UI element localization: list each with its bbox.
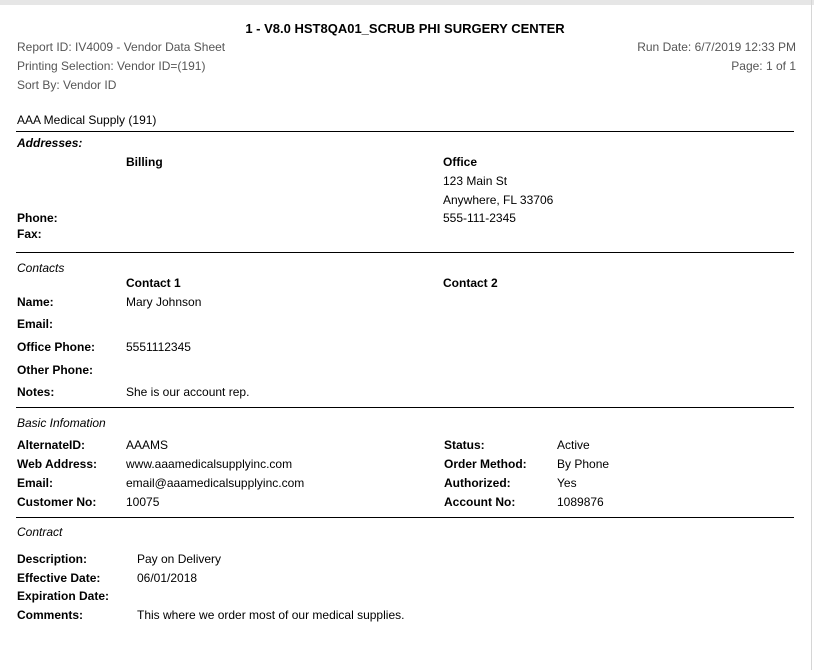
account-no-value: 1089876 <box>557 495 604 509</box>
office-address-line: 123 Main St <box>443 174 508 188</box>
web-address-label: Web Address: <box>17 457 98 471</box>
billing-label: Billing <box>126 155 163 169</box>
status-label: Status: <box>444 438 485 452</box>
description-label: Description: <box>17 552 88 566</box>
divider <box>16 407 794 408</box>
phone-label: Phone: <box>17 211 58 225</box>
contract-heading: Contract <box>17 525 63 539</box>
contact-notes: She is our account rep. <box>126 385 250 399</box>
sort-by: Sort By: Vendor ID <box>17 78 117 92</box>
report-title: 1 - V8.0 HST8QA01_SCRUB PHI SURGERY CENTER <box>245 21 565 36</box>
authorized-value: Yes <box>557 476 577 490</box>
name-label: Name: <box>17 295 54 309</box>
status-value: Active <box>557 438 590 452</box>
notes-label: Notes: <box>17 385 55 399</box>
divider <box>16 517 794 518</box>
web-address-value: www.aaamedicalsupplyinc.com <box>126 457 293 471</box>
email-value: email@aaamedicalsupplyinc.com <box>126 476 305 490</box>
vendor-name: AAA Medical Supply (191) <box>17 113 157 127</box>
contact-email-label: Email: <box>17 317 54 331</box>
expiration-date-label: Expiration Date: <box>17 589 110 603</box>
run-date: Run Date: 6/7/2019 12:33 PM <box>637 40 796 54</box>
effective-date-value: 06/01/2018 <box>137 571 198 585</box>
addresses-heading: Addresses: <box>17 136 83 150</box>
order-method-label: Order Method: <box>444 457 527 471</box>
alternate-id-label: AlternateID: <box>17 438 86 452</box>
contact-name: Mary Johnson <box>126 295 202 309</box>
printing-selection: Printing Selection: Vendor ID=(191) <box>17 59 206 73</box>
basic-info-heading: Basic Infomation <box>17 416 106 430</box>
office-label: Office <box>443 155 478 169</box>
contact2-label: Contact 2 <box>443 276 498 290</box>
email-label: Email: <box>17 476 54 490</box>
order-method-value: By Phone <box>557 457 610 471</box>
divider <box>16 131 794 132</box>
description-value: Pay on Delivery <box>137 552 222 566</box>
comments-value: This where we order most of our medical supplies. <box>137 608 405 622</box>
other-phone-label: Other Phone: <box>17 363 94 377</box>
contact1-label: Contact 1 <box>126 276 181 290</box>
alternate-id-value: AAAMS <box>126 438 169 452</box>
customer-no-value: 10075 <box>126 495 160 509</box>
office-phone-label: Office Phone: <box>17 340 96 354</box>
authorized-label: Authorized: <box>444 476 511 490</box>
contact-office-phone: 5551112345 <box>126 340 191 354</box>
top-border <box>0 0 814 5</box>
fax-label: Fax: <box>17 227 42 241</box>
effective-date-label: Effective Date: <box>17 571 101 585</box>
divider <box>16 252 794 253</box>
report-id: Report ID: IV4009 - Vendor Data Sheet <box>17 40 226 54</box>
account-no-label: Account No: <box>444 495 516 509</box>
customer-no-label: Customer No: <box>17 495 97 509</box>
right-border <box>811 0 812 670</box>
page-number: Page: 1 of 1 <box>731 59 796 73</box>
office-phone: 555-111-2345 <box>443 211 516 225</box>
office-address-line: Anywhere, FL 33706 <box>443 193 554 207</box>
contacts-heading: Contacts <box>17 261 65 275</box>
comments-label: Comments: <box>17 608 84 622</box>
